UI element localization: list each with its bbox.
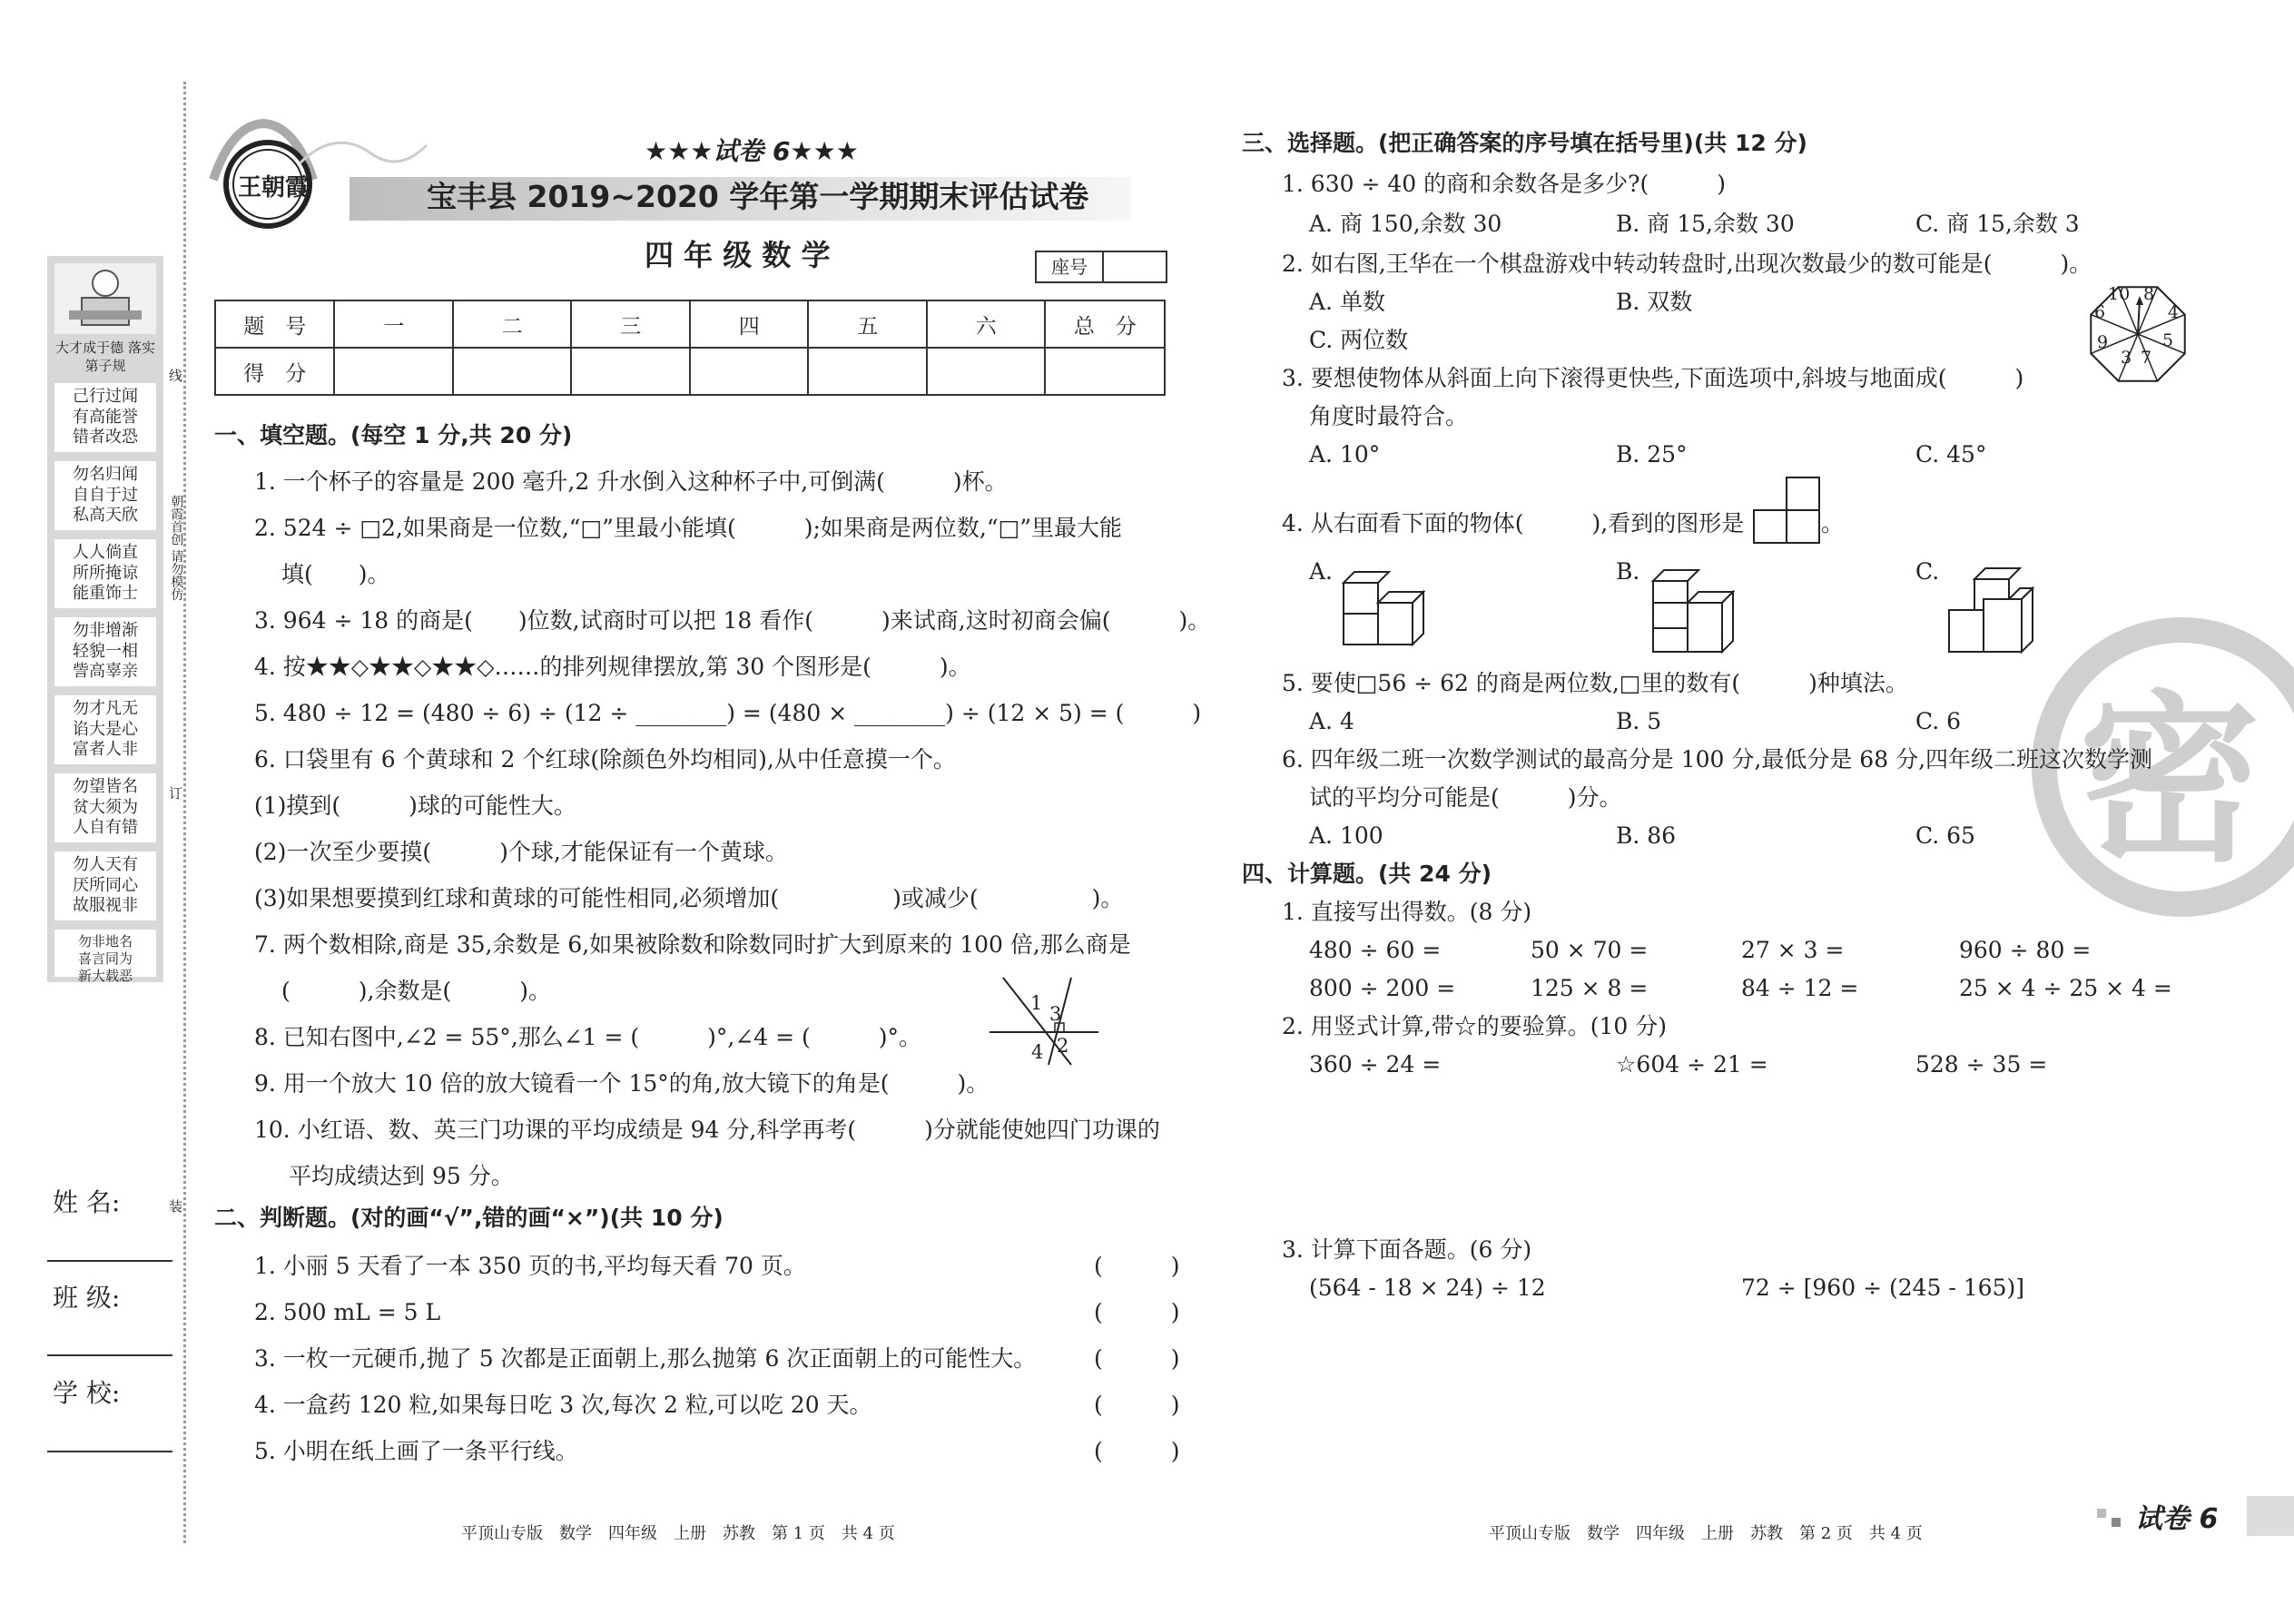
score-entry[interactable] — [334, 348, 453, 395]
part2-item-4: 4. 一盒药 120 粒,如果每日吃 3 次,每次 2 粒,可以吃 20 天。 — [254, 1392, 872, 1418]
stamp-char: 密 — [2079, 674, 2261, 887]
part3-q4: 4. 从右面看下面的物体( ),看到的图形是 — [1282, 510, 1745, 536]
score-entry[interactable] — [808, 348, 927, 395]
scholar-illustration — [54, 263, 156, 334]
calc-2-2: 125 × 8 = — [1531, 975, 1649, 1001]
part3-q5-opt-b: B. 5 — [1616, 708, 1662, 734]
score-cell-header: 六 — [927, 300, 1046, 348]
spinner-num-4: 4 — [2168, 302, 2180, 322]
part3-q1-opt-a: A. 商 150,余数 30 — [1309, 211, 1502, 237]
spinner-num-3: 3 — [2121, 348, 2132, 368]
calc-1-2: 50 × 70 = — [1531, 937, 1649, 963]
part1-q2: 2. 524 ÷ □2,如果商是一位数,“□”里最小能填( );如果商是两位数,“□”里最大能 — [254, 515, 1123, 541]
part1-q7: 7. 两个数相除,商是 35,余数是 6,如果被除数和除数同时扩大到原来的 100 倍,那么商是 — [254, 931, 1131, 958]
part1-q1: 1. 一个杯子的容量是 200 毫升,2 升水倒入这种杯子中,可倒满( )杯。 — [254, 468, 1008, 495]
part3-q3-opt-b: B. 25° — [1616, 441, 1688, 468]
part2-item-5: 5. 小明在纸上画了一条平行线。 — [254, 1438, 578, 1464]
tag-square-2 — [2112, 1518, 2121, 1527]
score-table-header-row — [215, 300, 1165, 348]
part1-q4: 4. 按★★◇★★◇★★◇……的排列规律摆放,第 30 个图形是( )。 — [254, 654, 971, 680]
calc-4-1: (564 - 18 × 24) ÷ 12 — [1309, 1275, 1546, 1301]
exam-title: 宝丰县 2019~2020 学年第一学期期末评估试卷 — [427, 179, 1089, 214]
part3-heading: 三、选择题。(把正确答案的序号填在括号里)(共 12 分) — [1242, 130, 1807, 156]
angle-diagram — [989, 976, 1098, 1067]
paper-number: ★★★试卷 6★★★ — [645, 136, 859, 166]
part3-q3-opt-c: C. 45° — [1915, 441, 1987, 468]
fold-mark-copyright: 朝霞首创 请勿模仿 — [169, 495, 184, 601]
calc-2-3: 84 ÷ 12 = — [1741, 975, 1859, 1001]
spinner-num-9: 9 — [2097, 332, 2109, 352]
score-entry[interactable] — [571, 348, 690, 395]
part3-q2-opt-c: C. 两位数 — [1309, 327, 1409, 353]
class-label: 班 级: — [53, 1283, 121, 1313]
part1-heading: 一、填空题。(每空 1 分,共 20 分) — [214, 422, 573, 448]
part3-q4-opt-b: B. — [1616, 558, 1640, 585]
option-b-cubes — [1648, 563, 1748, 654]
part4-q2: 2. 用竖式计算,带☆的要验算。(10 分) — [1282, 1013, 1668, 1039]
seat-number-box[interactable] — [1035, 251, 1167, 283]
part2-item-3: 3. 一枚一元硬币,抛了 5 次都是正面朝上,那么抛第 6 次正面朝上的可能性大。 — [254, 1345, 1037, 1372]
part2-item-2: 2. 500 mL = 5 L — [254, 1299, 441, 1325]
school-field[interactable] — [47, 1451, 172, 1452]
score-entry[interactable] — [690, 348, 809, 395]
motto-top: 大才成于德 落实第子规 — [55, 340, 155, 374]
part2-answer-4[interactable]: ( ) — [1094, 1392, 1180, 1418]
motto-sidebar — [47, 256, 163, 982]
calc-1-3: 27 × 3 = — [1741, 937, 1845, 963]
calc-2-4: 25 × 4 ÷ 25 × 4 = — [1959, 975, 2172, 1001]
spinner-num-7: 7 — [2141, 348, 2152, 368]
part3-q6-cont: 试的平均分可能是( )分。 — [1309, 784, 1622, 811]
part3-q6-opt-a: A. 100 — [1309, 822, 1383, 849]
motto-box-4: 勿非增渐 轻貌一相 訾高辜亲 — [54, 617, 156, 686]
motto-box-6: 勿望皆名 贫大须为 人自有错 — [54, 773, 156, 842]
score-entry[interactable] — [453, 348, 572, 395]
part1-q6-1: (1)摸到( )球的可能性大。 — [254, 792, 576, 819]
part3-q6: 6. 四年级二班一次数学测试的最高分是 100 分,最低分是 68 分,四年级二班这次数学测 — [1282, 746, 2153, 773]
part4-heading: 四、计算题。(共 24 分) — [1242, 861, 1492, 887]
ribbon-decoration — [300, 127, 427, 182]
name-label: 姓 名: — [53, 1187, 121, 1217]
fold-mark-xian: 线 — [169, 368, 183, 384]
score-cell-label: 得 分 — [215, 348, 334, 395]
angle-label-2: 2 — [1057, 1035, 1069, 1057]
part1-q6-2: (2)一次至少要摸( )个球,才能保证有一个黄球。 — [254, 839, 788, 865]
option-c-cubes — [1947, 565, 2047, 655]
spinner-num-6: 6 — [2094, 302, 2106, 322]
part2-answer-2[interactable]: ( ) — [1094, 1299, 1180, 1325]
right-view-shape — [1750, 476, 1823, 545]
calc-1-4: 960 ÷ 80 = — [1959, 937, 2092, 963]
score-table — [214, 300, 1166, 396]
part3-q5-opt-c: C. 6 — [1915, 708, 1962, 734]
part2-heading: 二、判断题。(对的画“√”,错的画“×”)(共 10 分) — [214, 1205, 724, 1231]
part3-q3-opt-a: A. 10° — [1309, 441, 1381, 468]
tag-square-1 — [2097, 1509, 2106, 1518]
part1-q2-cont: 填( )。 — [281, 561, 390, 587]
part3-q5-opt-a: A. 4 — [1309, 708, 1354, 734]
part3-q4-opt-a: A. — [1309, 558, 1334, 585]
score-entry[interactable] — [927, 348, 1046, 395]
name-field[interactable] — [47, 1260, 172, 1262]
part3-q3-cont: 角度时最符合。 — [1309, 403, 1469, 429]
footer-right: 平顶山专版 数学 四年级 上册 苏教 第 2 页 共 4 页 — [1489, 1524, 1923, 1543]
motto-box-8: 勿非地名 喜言同为 新大载恶 — [54, 930, 156, 977]
calc-3-1: 360 ÷ 24 = — [1309, 1051, 1442, 1078]
score-entry[interactable] — [1045, 348, 1165, 395]
part2-item-1: 1. 小丽 5 天看了一本 350 页的书,平均每天看 70 页。 — [254, 1253, 806, 1279]
calc-2-1: 800 ÷ 200 = — [1309, 975, 1456, 1001]
score-cell-header: 四 — [690, 300, 809, 348]
part1-q5: 5. 480 ÷ 12 = (480 ÷ 6) ÷ (12 ÷ ________) = (480 × ________) ÷ (12 × 5) = ( ) — [254, 700, 1202, 726]
score-cell-header: 五 — [808, 300, 927, 348]
motto-box-2: 勿名归闻 自自于过 私高天欣 — [54, 461, 156, 530]
scholar-icon — [54, 263, 156, 334]
part3-q2: 2. 如右图,王华在一个棋盘游戏中转动转盘时,出现次数最少的数可能是( )。 — [1282, 251, 2092, 277]
calc-1-1: 480 ÷ 60 = — [1309, 937, 1442, 963]
spinner-num-5: 5 — [2162, 330, 2174, 350]
part2-answer-5[interactable]: ( ) — [1094, 1438, 1180, 1464]
score-table-score-row — [215, 348, 1165, 395]
part3-q3: 3. 要想使物体从斜面上向下滚得更快些,下面选项中,斜坡与地面成( ) — [1282, 365, 2024, 391]
part3-q2-opt-a: A. 单数 — [1309, 289, 1385, 315]
score-cell-header: 二 — [453, 300, 572, 348]
footer-paper-tag: 试卷 6 — [2135, 1503, 2219, 1535]
part3-q4-end: 。 — [1821, 510, 1845, 536]
score-cell-header: 三 — [571, 300, 690, 348]
logo-text: 王朝霞 — [238, 174, 310, 202]
part3-q6-opt-b: B. 86 — [1616, 822, 1677, 849]
part2-answer-1[interactable]: ( ) — [1094, 1253, 1180, 1279]
spinner-num-10: 10 — [2108, 284, 2131, 304]
motto-box-7: 勿人天有 厌所同心 故服视非 — [54, 851, 156, 920]
part1-q3: 3. 964 ÷ 18 的商是( )位数,试商时可以把 18 看作( )来试商,这时初商会偏( )。 — [254, 607, 1211, 634]
footer-tag-bar — [2247, 1496, 2294, 1536]
part3-q1: 1. 630 ÷ 40 的商和余数各是多少?( ) — [1282, 171, 1727, 197]
part3-q1-opt-b: B. 商 15,余数 30 — [1616, 211, 1795, 237]
part1-q6: 6. 口袋里有 6 个黄球和 2 个红球(除颜色外均相同),从中任意摸一个。 — [254, 746, 956, 773]
part4-q3: 3. 计算下面各题。(6 分) — [1282, 1236, 1532, 1263]
part3-q1-opt-c: C. 商 15,余数 3 — [1915, 211, 2080, 237]
seat-label: 座号 — [1037, 252, 1104, 281]
angle-label-4: 4 — [1031, 1041, 1044, 1063]
angle-label-1: 1 — [1030, 992, 1043, 1014]
calc-3-3: 528 ÷ 35 = — [1915, 1051, 2048, 1078]
part1-q10: 10. 小红语、数、英三门功课的平均成绩是 94 分,科学再考( )分就能使她四门功课的 — [254, 1117, 1160, 1143]
exam-subject: 四 年 级 数 学 — [645, 238, 831, 272]
part1-q9: 9. 用一个放大 10 倍的放大镜看一个 15°的角,放大镜下的角是( )。 — [254, 1070, 989, 1097]
score-cell-header: 总 分 — [1045, 300, 1165, 348]
fold-line — [183, 82, 186, 1543]
option-a-cubes — [1342, 563, 1442, 646]
motto-box-5: 勿才凡无 谄大是心 富者人非 — [54, 695, 156, 764]
part1-q10-cont: 平均成绩达到 95 分。 — [289, 1163, 514, 1189]
school-label: 学 校: — [53, 1378, 121, 1408]
motto-box-1: 己行过闻 有高能誉 错者改恐 — [54, 383, 156, 452]
part3-q4-opt-c: C. — [1915, 558, 1940, 585]
part3-q6-opt-c: C. 65 — [1915, 822, 1975, 849]
spinner-num-8: 8 — [2143, 284, 2155, 304]
calc-4-2: 72 ÷ [960 ÷ (245 - 165)] — [1741, 1275, 2024, 1301]
angle-label-3: 3 — [1049, 1003, 1062, 1025]
part1-q8: 8. 已知右图中,∠2 = 55°,那么∠1 = ( )°,∠4 = ( )°。 — [254, 1024, 922, 1050]
fold-mark-ding: 订 — [169, 785, 183, 802]
score-cell-header: 一 — [334, 300, 453, 348]
footer-left: 平顶山专版 数学 四年级 上册 苏教 第 1 页 共 4 页 — [461, 1524, 895, 1543]
calc-3-2: ☆604 ÷ 21 = — [1616, 1051, 1768, 1078]
class-field[interactable] — [47, 1354, 172, 1356]
part4-q1: 1. 直接写出得数。(8 分) — [1282, 899, 1532, 925]
part1-q6-3: (3)如果想要摸到红球和黄球的可能性相同,必须增加( )或减少( )。 — [254, 885, 1124, 911]
part3-q2-opt-b: B. 双数 — [1616, 289, 1693, 315]
part3-q5: 5. 要使□56 ÷ 62 的商是两位数,□里的数有( )种填法。 — [1282, 670, 1908, 696]
part1-q7-cont: ( ),余数是( )。 — [281, 978, 551, 1004]
fold-mark-zhuang: 装 — [169, 1198, 183, 1215]
part2-answer-3[interactable]: ( ) — [1094, 1345, 1180, 1372]
motto-box-3: 人人倘直 所所掩谅 能重饰士 — [54, 539, 156, 608]
score-cell-label: 题 号 — [215, 300, 334, 348]
